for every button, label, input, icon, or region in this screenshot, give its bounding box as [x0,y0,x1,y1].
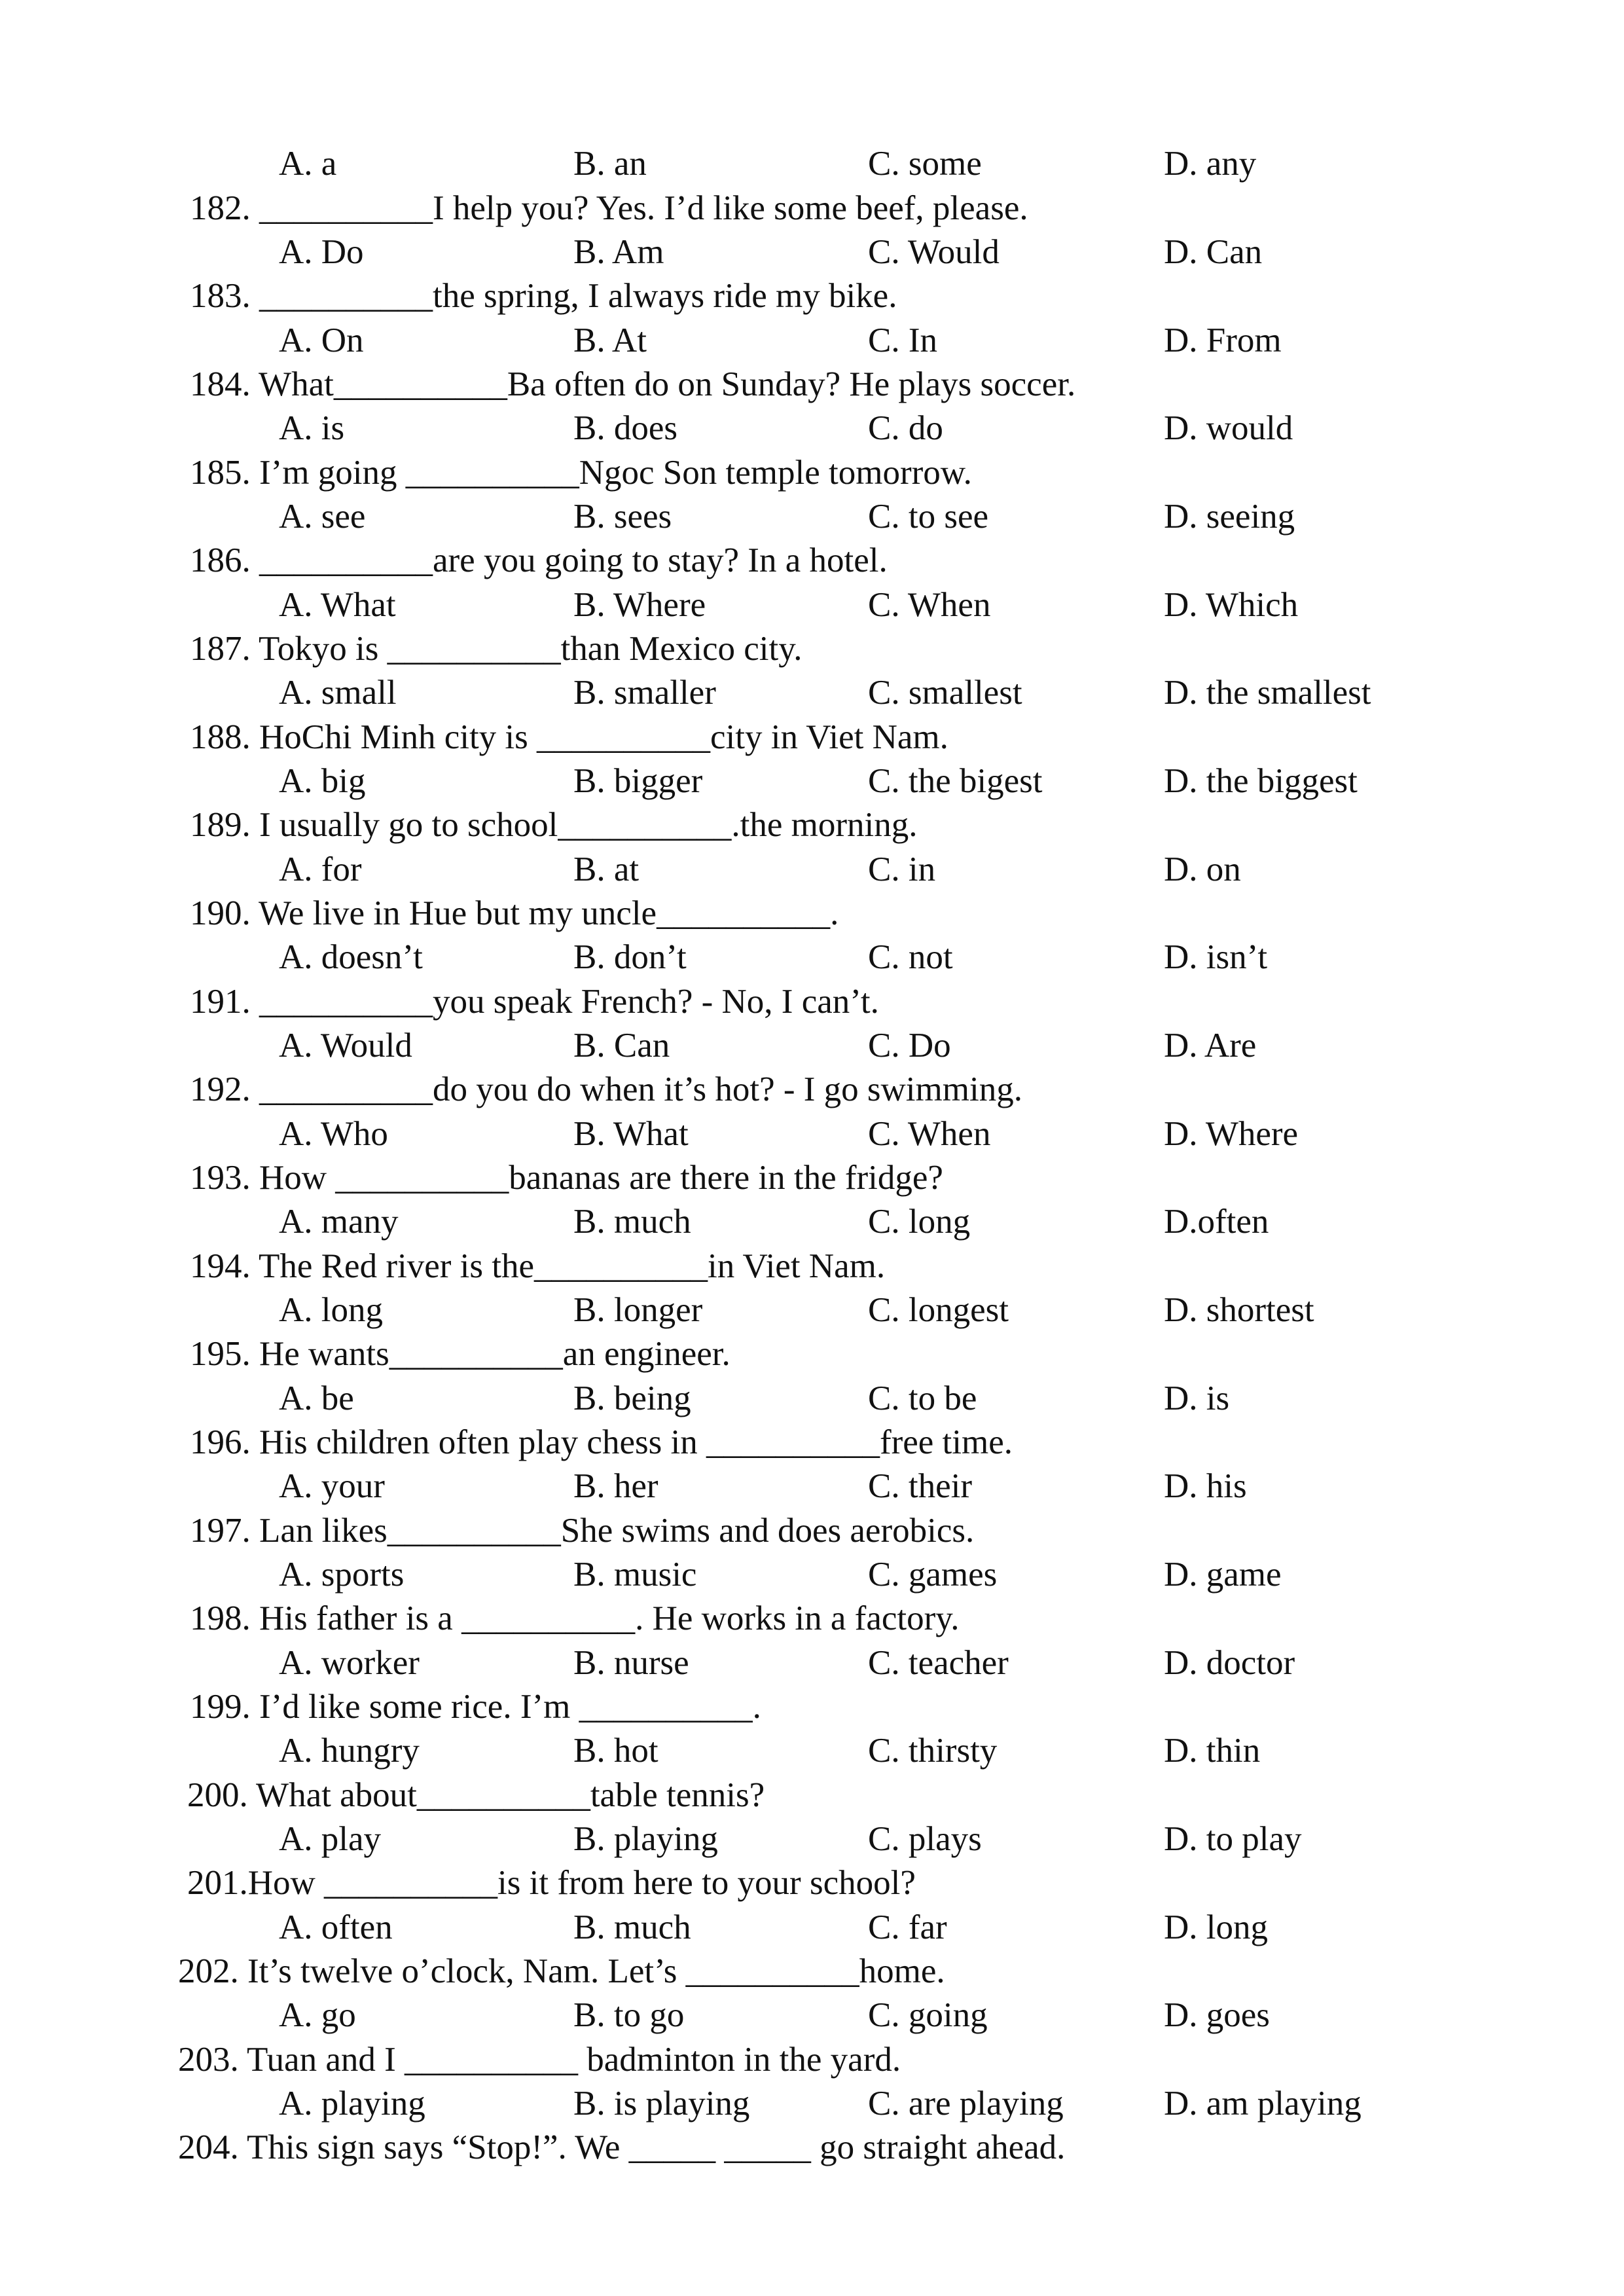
option-row-183 [0,318,1624,363]
option-a: A. often [279,1908,393,1946]
option-a: A. for [279,850,362,888]
question-row-194 [0,1244,1624,1288]
option-c: C. plays [868,1820,982,1858]
question-row-197 [0,1508,1624,1553]
question-row-193 [0,1156,1624,1200]
option-c: C. longest [868,1291,1009,1329]
option-row-200 [0,1817,1624,1861]
option-d: D. From [1164,321,1282,359]
question-row-201 [0,1861,1624,1905]
option-b: B. don’t [573,938,687,976]
option-b: B. being [573,1379,691,1417]
option-b: B. does [573,409,677,447]
option-c: C. to see [868,498,988,536]
question-row-185 [0,450,1624,495]
option-row-190 [0,935,1624,979]
question-row-203 [0,2037,1624,2082]
option-b: B. longer [573,1291,703,1329]
option-row-187 [0,670,1624,715]
option-a: A. Who [279,1115,388,1153]
option-d: D. is [1164,1379,1230,1417]
question-stem: 197. Lan likes__________She swims and does aerobics. [190,1512,975,1550]
option-c: C. When [868,586,991,624]
option-a: A. doesn’t [279,938,423,976]
option-c: C. In [868,321,937,359]
option-d: D. game [1164,1556,1282,1594]
option-a: A. be [279,1379,354,1417]
option-c: C. teacher [868,1644,1009,1682]
option-row-189 [0,847,1624,892]
option-d: D. Which [1164,586,1299,624]
option-b: B. to go [573,1996,685,2034]
option-a: A. see [279,498,366,536]
option-d: D. seeing [1164,498,1295,536]
option-row-195 [0,1376,1624,1421]
option-d: D. Where [1164,1115,1299,1153]
question-stem: 191. __________you speak French? - No, I can’t. [190,983,879,1021]
option-b: B. much [573,1203,691,1241]
option-a: A. On [279,321,364,359]
option-row-185 [0,494,1624,539]
question-stem: 187. Tokyo is __________than Mexico city. [190,630,803,668]
option-a: A. What [279,586,396,624]
question-row-202 [0,1949,1624,1994]
question-stem: 201.How __________is it from here to your school? [187,1864,916,1902]
option-a: A. is [279,409,345,447]
option-row-194 [0,1288,1624,1332]
option-d: D. any [1164,145,1257,183]
question-stem: 204. This sign says “Stop!”. We _____ _____ go straight ahead. [178,2128,1066,2166]
option-b: B. bigger [573,762,703,800]
option-b: B. much [573,1908,691,1946]
option-b: B. sees [573,498,672,536]
question-stem: 200. What about__________table tennis? [187,1776,765,1814]
option-row-197 [0,1552,1624,1597]
option-b: B. Where [573,586,706,624]
option-d: D. Are [1164,1027,1257,1065]
option-b: B. Can [573,1027,670,1065]
option-b: B. smaller [573,674,716,712]
option-d: D. the smallest [1164,674,1371,712]
option-row-196 [0,1464,1624,1508]
question-stem: 192. __________do you do when it’s hot? - I go swimming. [190,1070,1022,1108]
question-row-190 [0,891,1624,936]
option-b: B. her [573,1467,659,1505]
question-stem: 186. __________are you going to stay? In a hotel. [190,541,888,579]
option-d: D. goes [1164,1996,1270,2034]
option-d: D. to play [1164,1820,1302,1858]
option-a: A. go [279,1996,356,2034]
option-b: B. an [573,145,647,183]
question-row-196 [0,1420,1624,1465]
option-d: D. thin [1164,1732,1261,1770]
question-stem: 184. What__________Ba often do on Sunday? He plays soccer. [190,365,1076,403]
option-row-203 [0,2081,1624,2126]
question-stem: 199. I’d like some rice. I’m __________. [190,1688,761,1726]
question-stem: 189. I usually go to school__________.the morning. [190,806,918,844]
option-c: C. the bigest [868,762,1043,800]
question-row-186 [0,538,1624,583]
option-c: C. thirsty [868,1732,998,1770]
question-row-199 [0,1685,1624,1729]
question-stem: 198. His father is a __________. He works in a factory. [190,1599,960,1637]
option-d: D. doctor [1164,1644,1295,1682]
option-a: A. hungry [279,1732,420,1770]
option-row-181 [0,141,1624,186]
option-row-188 [0,759,1624,803]
option-c: C. do [868,409,943,447]
option-c: C. games [868,1556,998,1594]
option-d: D. isn’t [1164,938,1268,976]
option-a: A. small [279,674,397,712]
option-c: C. some [868,145,982,183]
option-c: C. far [868,1908,947,1946]
question-row-204 [0,2125,1624,2170]
option-a: A. playing [279,2085,425,2123]
option-c: C. to be [868,1379,977,1417]
option-a: A. many [279,1203,399,1241]
option-d: D. on [1164,850,1241,888]
option-a: A. worker [279,1644,420,1682]
question-stem: 196. His children often play chess in __________free time. [190,1423,1013,1461]
option-c: C. Do [868,1027,951,1065]
option-c: C. their [868,1467,972,1505]
option-d: D. would [1164,409,1293,447]
option-d: D. long [1164,1908,1268,1946]
option-row-202 [0,1993,1624,2037]
question-stem: 188. HoChi Minh city is __________city in Viet Nam. [190,718,948,756]
option-d: D. am playing [1164,2085,1362,2123]
question-stem: 203. Tuan and I __________ badminton in the yard. [178,2041,901,2079]
question-row-188 [0,715,1624,759]
question-row-191 [0,979,1624,1024]
option-a: A. Do [279,233,364,271]
question-stem: 185. I’m going __________Ngoc Son temple tomorrow. [190,454,972,492]
option-a: A. Would [279,1027,412,1065]
question-stem: 183. __________the spring, I always ride my bike. [190,277,897,315]
question-row-182 [0,186,1624,230]
option-d: D. shortest [1164,1291,1314,1329]
option-row-192 [0,1112,1624,1156]
option-a: A. your [279,1467,385,1505]
option-b: B. music [573,1556,697,1594]
option-row-201 [0,1905,1624,1950]
question-row-200 [0,1773,1624,1817]
option-c: C. smallest [868,674,1022,712]
question-stem: 202. It’s twelve o’clock, Nam. Let’s __________home. [178,1952,945,1990]
option-row-184 [0,406,1624,450]
option-a: A. long [279,1291,383,1329]
option-b: B. is playing [573,2085,750,2123]
option-row-199 [0,1728,1624,1773]
option-row-193 [0,1199,1624,1244]
option-c: C. When [868,1115,991,1153]
option-c: C. are playing [868,2085,1064,2123]
option-d: D. Can [1164,233,1263,271]
question-row-187 [0,627,1624,671]
question-stem: 190. We live in Hue but my uncle__________. [190,894,839,932]
question-row-189 [0,803,1624,847]
question-stem: 195. He wants__________an engineer. [190,1335,731,1373]
option-a: A. sports [279,1556,405,1594]
option-c: C. Would [868,233,1000,271]
option-row-186 [0,583,1624,627]
option-a: A. big [279,762,366,800]
option-a: A. a [279,145,337,183]
question-stem: 194. The Red river is the__________in Viet Nam. [190,1247,886,1285]
option-b: B. Am [573,233,664,271]
option-b: B. What [573,1115,689,1153]
option-row-198 [0,1641,1624,1685]
option-c: C. not [868,938,953,976]
option-b: B. at [573,850,640,888]
option-row-191 [0,1023,1624,1068]
option-row-182 [0,230,1624,274]
question-row-198 [0,1596,1624,1641]
question-stem: 182. __________I help you? Yes. I’d like some beef, please. [190,189,1028,227]
question-row-192 [0,1067,1624,1112]
option-d: D. the biggest [1164,762,1358,800]
option-c: C. long [868,1203,971,1241]
option-c: C. in [868,850,936,888]
option-a: A. play [279,1820,382,1858]
option-b: B. nurse [573,1644,689,1682]
option-b: B. At [573,321,647,359]
question-row-184 [0,362,1624,407]
question-row-183 [0,274,1624,318]
option-b: B. hot [573,1732,659,1770]
option-c: C. going [868,1996,988,2034]
option-d: D. his [1164,1467,1247,1505]
option-d: D.often [1164,1203,1269,1241]
question-stem: 193. How __________bananas are there in the fridge? [190,1159,943,1197]
option-b: B. playing [573,1820,718,1858]
question-row-195 [0,1332,1624,1376]
